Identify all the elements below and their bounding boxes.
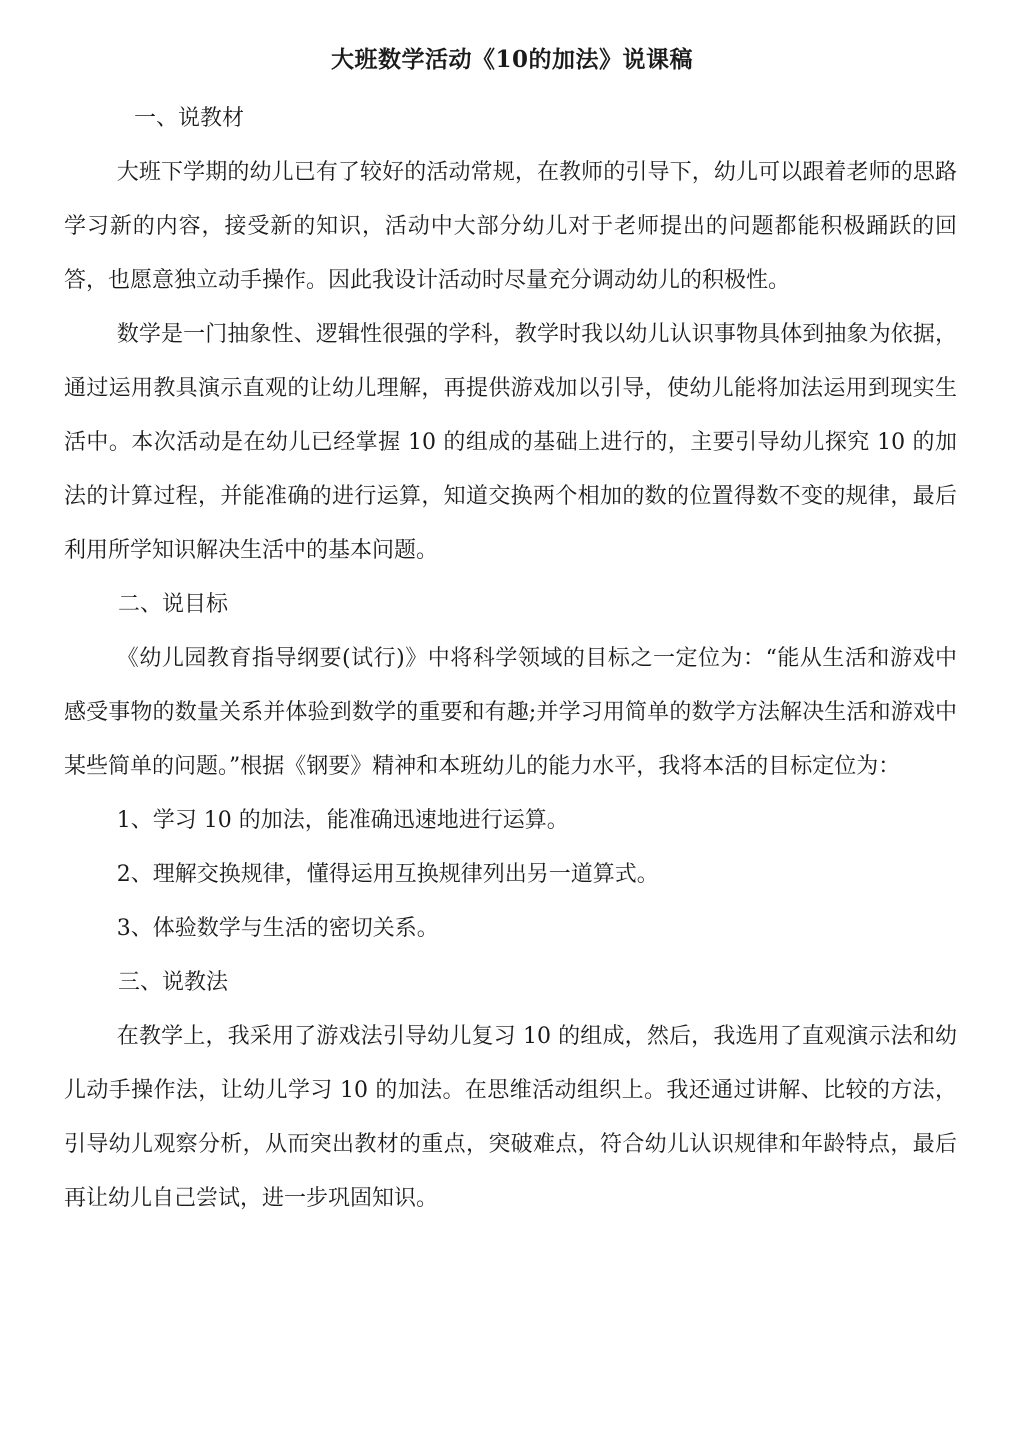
section-heading-teaching-material: 一、说教材 bbox=[134, 106, 245, 131]
objective-item: 1、学习 10 的加法，能准确迅速地进行运算。 bbox=[116, 808, 569, 833]
document-title: 大班数学活动《10的加法》说课稿 bbox=[330, 46, 693, 73]
objective-item: 2、理解交换规律，懂得运用互换规律列出另一道算式。 bbox=[116, 862, 659, 887]
paragraph: 《幼儿园教育指导纲要(试行)》中将科学领域的目标之一定位为：“能从生活和游戏中感受事物的数量关系并体验到数学的重要和有趣;并学习用简单的数学方法解决生活和游戏中某些简单的问题。”根据《钢要》精神和本班幼儿的能力水平，我将本活的目标定位为： bbox=[64, 646, 957, 779]
paragraph: 大班下学期的幼儿已有了较好的活动常规，在教师的引导下，幼儿可以跟着老师的思路学习新的内容，接受新的知识，活动中大部分幼儿对于老师提出的问题都能积极踊跃的回答，也愿意独立动手操作。因此我设计活动时尽量充分调动幼儿的积极性。 bbox=[64, 160, 957, 293]
paragraph: 数学是一门抽象性、逻辑性很强的学科，教学时我以幼儿认识事物具体到抽象为依据，通过运用教具演示直观的让幼儿理解，再提供游戏加以引导，使幼儿能将加法运用到现实生活中。本次活动是在幼儿已经掌握 10 的组成的基础上进行的，主要引导幼儿探究 10 的加法的计算过程，并能准确的进行运算，知道交换两个相加的数的位置得数不变的规律，最后利用所学知识解决生活中的基本问题。 bbox=[64, 322, 957, 563]
document-body bbox=[64, 92, 957, 1226]
paragraph: 在教学上，我采用了游戏法引导幼儿复习 10 的组成，然后，我选用了直观演示法和幼儿动手操作法，让幼儿学习 10 的加法。在思维活动组织上。我还通过讲解、比较的方法，引导幼儿观察分析，从而突出教材的重点，突破难点，符合幼儿认识规律和年龄特点，最后再让幼儿自己尝试，进一步巩固知识。 bbox=[64, 1024, 957, 1211]
section-heading-teaching-methods: 三、说教法 bbox=[118, 970, 229, 995]
section-heading-objectives: 二、说目标 bbox=[118, 592, 229, 617]
objective-item: 3、体验数学与生活的密切关系。 bbox=[116, 916, 439, 941]
